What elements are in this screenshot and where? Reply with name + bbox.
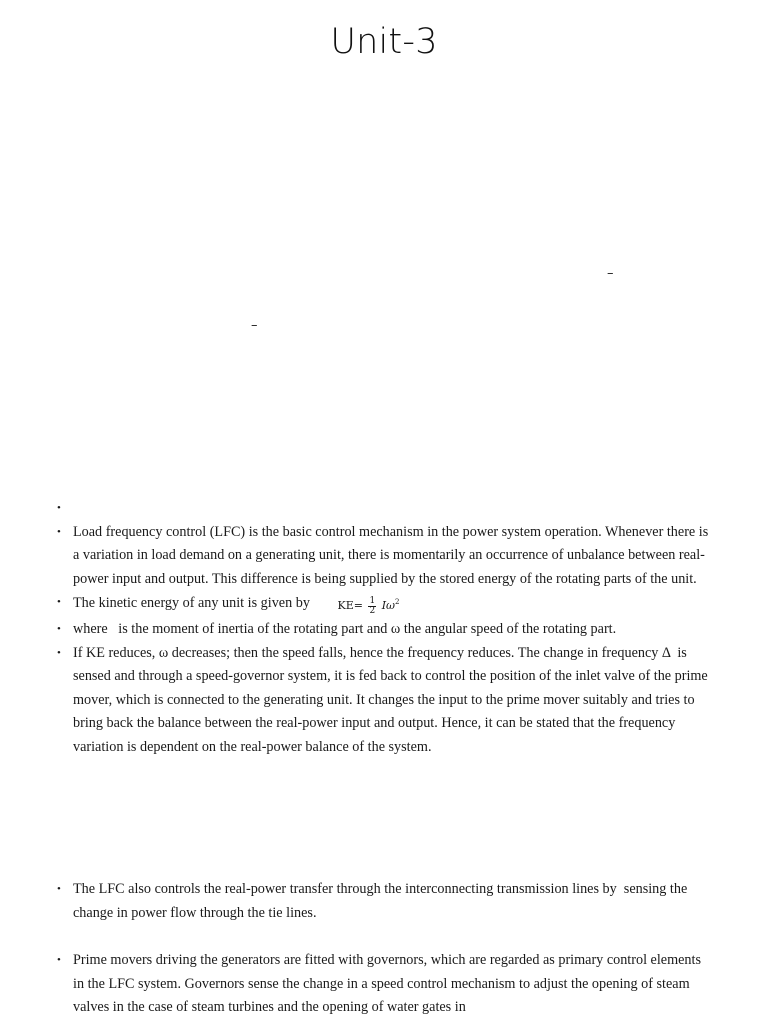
formula-lhs: KE= <box>337 599 363 613</box>
bullet-dot: • <box>57 954 61 966</box>
fraction-numerator: 1 <box>369 595 376 606</box>
bullet-text: The LFC also controls the real-power transfer through the interconnecting transmission lines by sensing the change in power flow through the tie lines. <box>73 881 691 921</box>
bullet-item-tie-line-control <box>56 878 710 925</box>
bullet-item-kinetic-energy <box>56 591 710 618</box>
formula-exponent: 2 <box>395 598 400 607</box>
formula-rhs: Iω <box>381 599 396 613</box>
stray-dash-mark: – <box>251 318 258 333</box>
bullet-list-tie-lines <box>56 878 710 925</box>
bullet-dot: • <box>57 502 61 514</box>
bullet-item-prime-movers <box>56 949 710 1020</box>
bullet-text: If KE reduces, ω decreases; then the speed falls, hence the frequency reduces. The change in frequency Δ is sensed and through a speed-governor system, it is fed back to control the position of the inlet valve of the prime mover, which is connected to the generating unit. It changes the input to the prime mover suitably and tries to bring back the balance between the real-power input and output. Hence, it can be stated that the frequency variation is dependent on the real-power balance of the system. <box>73 644 712 755</box>
bullet-dot: • <box>57 883 61 895</box>
bullet-dot: • <box>57 622 61 635</box>
bullet-item-lfc-definition <box>56 521 710 592</box>
bullet-list-governors <box>56 949 710 1020</box>
bullet-text: Prime movers driving the generators are fitted with governors, which are regarded as primary control elements in the LFC system. Governors sense the change in a speed control mechanism to adjust the opening of steam valves in the case of steam turbines and the opening of water gates in <box>73 952 701 1016</box>
bullet-text: Load frequency control (LFC) is the basic control mechanism in the power system operation. Whenever there is a variation in load demand on a generating unit, there is momentarily an occurrence of unbalance between real-power input and output. This difference is being supplied by the stored energy of the rotating parts of the unit. <box>73 523 709 587</box>
page-title: Unit-3 <box>330 22 438 62</box>
kinetic-energy-formula <box>337 591 399 618</box>
formula-fraction <box>368 597 376 616</box>
stray-dash-mark: – <box>607 266 614 281</box>
bullet-dot: • <box>57 646 61 659</box>
bullet-text: where is the moment of inertia of the rotating part and ω the angular speed of the rotating part. <box>73 620 617 637</box>
bullet-dot: • <box>57 525 61 538</box>
bullet-dot: • <box>57 596 61 609</box>
bullet-item-empty <box>56 497 710 521</box>
bullet-list-lfc-intro <box>56 497 710 760</box>
bullet-item-moment-of-inertia <box>56 618 710 642</box>
bullet-item-frequency-change <box>56 642 710 760</box>
bullet-text: The kinetic energy of any unit is given by <box>73 595 310 612</box>
fraction-denominator: 2 <box>369 605 376 616</box>
